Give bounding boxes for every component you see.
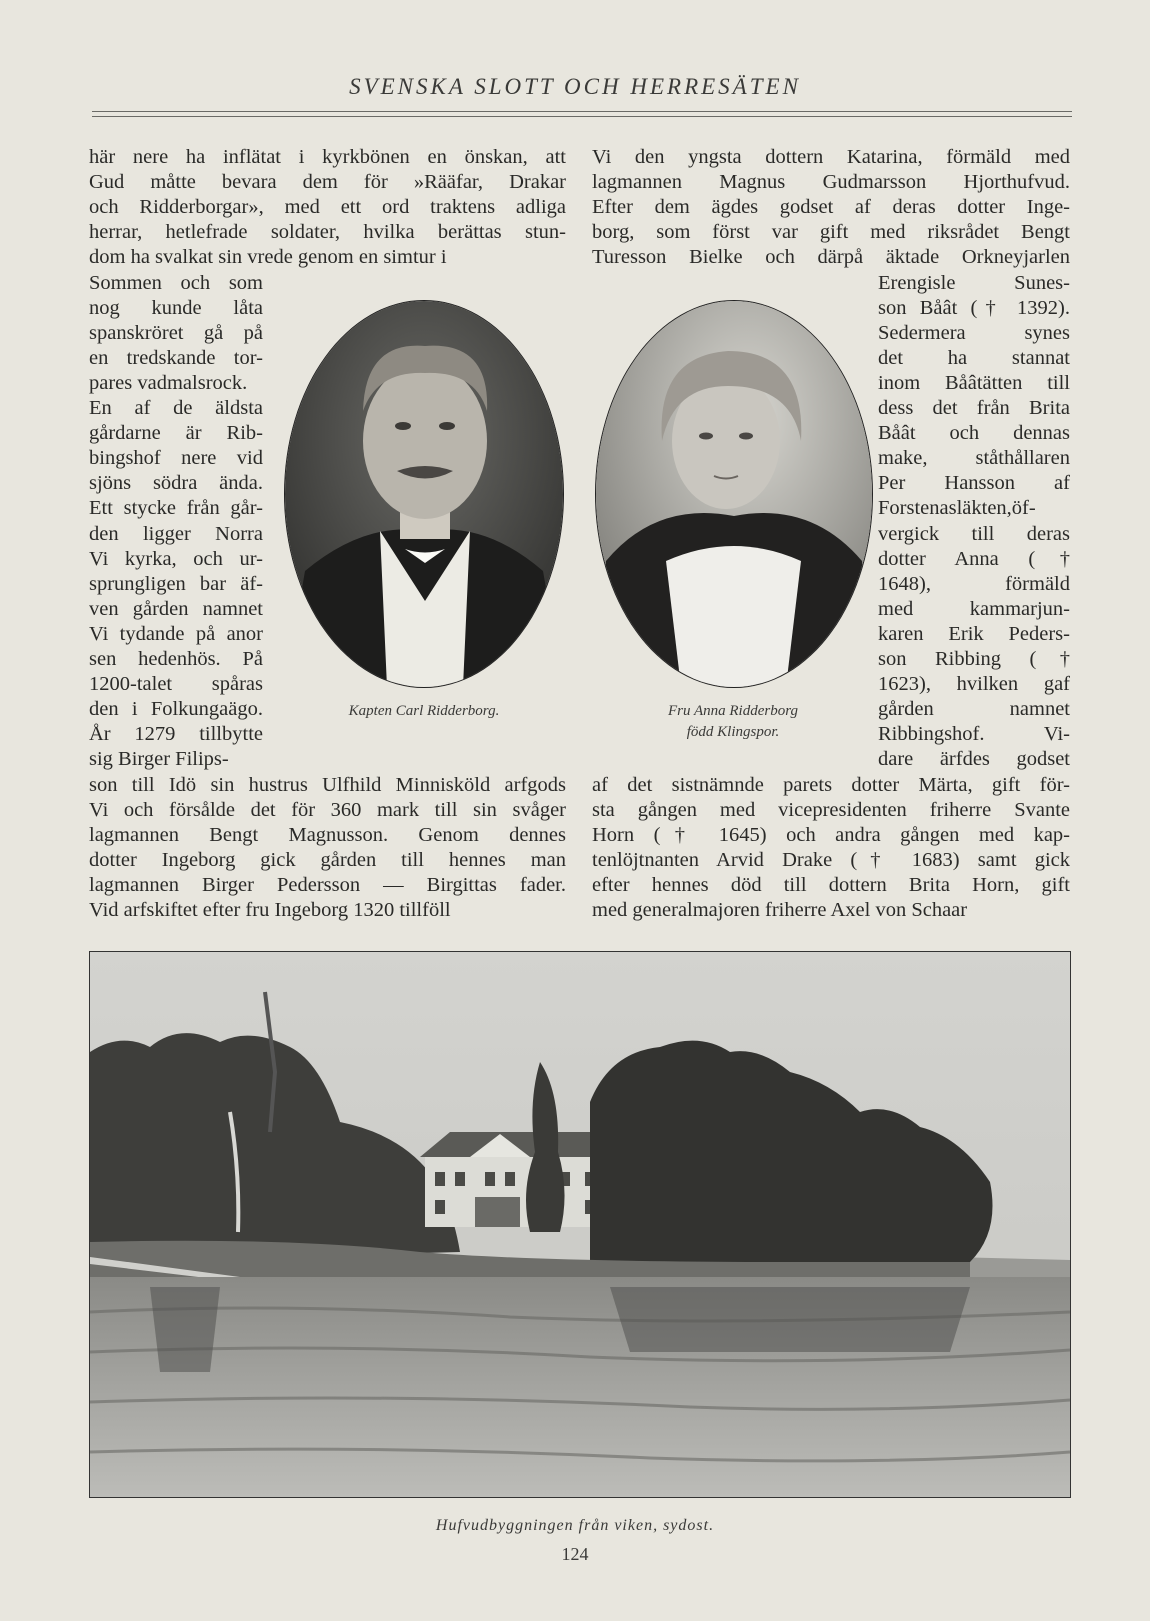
left-column-line: sig Birger Filips-	[89, 748, 229, 771]
left-column-line: Ett stycke från går-	[89, 497, 263, 520]
left-column-line: Vi tydande på anor	[89, 622, 263, 645]
right-column-line: son Ribbing (†	[878, 648, 1070, 670]
caption-portrait-left: Kapten Carl Ridderborg.	[348, 703, 500, 719]
right-column-line: Per Hansson af	[878, 472, 1070, 495]
left-column-line: nog kunde låta	[89, 296, 263, 319]
right-column-line: son Båât († 1392).	[878, 296, 1070, 319]
right-column-line: Forstenasläkten,öf-	[878, 497, 1036, 520]
left-column-line: herrar, hetlefrade soldater, hvilka berättas stun-	[89, 221, 566, 244]
left-column-line: en tredskande tor-	[89, 346, 263, 369]
right-column-line: lagmannen Magnus Gudmarsson Hjorthufvud.	[592, 171, 1070, 194]
left-column-line: Gud måtte bevara dem för »Rääfar, Drakar	[89, 171, 566, 194]
right-column-line: vergick till deras	[878, 522, 1070, 545]
left-column-line: En af de äldsta	[89, 397, 263, 419]
right-column-line: karen Erik Peders-	[878, 622, 1070, 645]
left-column-line: gårdarne är Rib-	[89, 422, 263, 445]
left-column-line: lagmannen Birger Pedersson — Birgittas fader.	[89, 873, 566, 896]
page-number: 124	[561, 1544, 589, 1564]
photo-main-building	[89, 951, 1071, 1498]
caption-main-photo: Hufvudbyggningen från viken, sydost.	[435, 1517, 715, 1534]
portrait-anna-ridderborg	[595, 300, 873, 688]
left-column-line: son till Idö sin hustrus Ulfhild Minnisköld arfgods	[89, 773, 566, 796]
right-column-line: det ha stannat	[878, 346, 1070, 369]
right-column-line: efter hennes död till dottern Brita Horn, gift	[592, 873, 1070, 896]
left-column-line: Sommen och som	[89, 271, 263, 294]
right-column-line: Turesson Bielke och därpå äktade Orkneyjarlen	[592, 246, 1070, 269]
left-column-line: bingshof nere vid	[89, 447, 263, 470]
right-column-line: sta gången med vicepresidenten friherre Svante	[592, 798, 1070, 821]
running-header: SVENSKA SLOTT OCH HERRESÄTEN	[349, 74, 801, 99]
left-column-line: dotter Ingeborg gick gården till hennes man	[89, 848, 566, 871]
portrait-carl-ridderborg	[284, 300, 564, 688]
right-column-line: 1648), förmäld	[878, 572, 1070, 595]
caption-portrait-right-born: född Klingspor.	[686, 724, 780, 740]
left-column-line: Vi och försålde det för 360 mark till sin svåger	[89, 798, 566, 821]
left-column-line: Vid arfskiftet efter fru Ingeborg 1320 tillföll	[89, 899, 451, 921]
right-column-line: make, ståthållaren	[878, 447, 1070, 470]
right-column-line: med generalmajoren friherre Axel von Schaar	[592, 899, 968, 921]
left-column-line: pares vadmalsrock.	[89, 371, 248, 394]
left-column-line: sjöns södra ända.	[89, 472, 263, 495]
right-column-line: Vi den yngsta dottern Katarina, förmäld med	[592, 146, 1070, 168]
right-column-line: af det sistnämnde parets dotter Märta, gift för-	[592, 773, 1070, 796]
left-column-line: Vi kyrka, och ur-	[89, 547, 263, 570]
left-column-line: År 1279 tillbytte	[89, 723, 263, 746]
right-column-line: 1623), hvilken gaf	[878, 673, 1070, 696]
right-column-line: gården namnet	[878, 698, 1070, 721]
left-column-line: sen hedenhös. På	[89, 648, 263, 670]
right-column-line: tenlöjtnanten Arvid Drake († 1683) samt gick	[592, 848, 1070, 871]
right-column-line: Erengisle Sunes-	[878, 271, 1070, 294]
left-column-line: dom ha svalkat sin vrede genom en simtur i	[89, 246, 447, 269]
right-column-line: Ribbingshof. Vi-	[878, 723, 1070, 746]
left-column-line: den i Folkungaägo.	[89, 698, 263, 721]
header-rule	[92, 111, 1072, 112]
left-column-line: här nere ha inflätat i kyrkbönen en önskan, att	[89, 146, 566, 168]
right-column-line: borg, som först var gift med riksrådet Bengt	[592, 221, 1070, 244]
caption-portrait-right-name: Fru Anna Ridderborg	[668, 703, 798, 719]
right-column-line: dare ärfdes godset	[878, 748, 1070, 771]
right-column-line: Sedermera synes	[878, 321, 1070, 344]
right-column-line: inom Båâtätten till	[878, 371, 1070, 394]
right-column-line: dotter Anna (†	[878, 547, 1070, 570]
right-column-line: Båât och dennas	[878, 422, 1070, 445]
left-column-line: sprungligen bar äf-	[89, 572, 263, 595]
left-column-line: och Ridderborgar», med ett ord traktens adliga	[89, 196, 566, 219]
right-column-line: Efter dem ägdes godset af deras dotter Inge-	[592, 196, 1070, 219]
right-column-line: med kammarjun-	[878, 597, 1070, 620]
left-column-line: ven gården namnet	[89, 597, 263, 620]
header-rule-thin	[92, 116, 1072, 117]
right-column-line: dess det från Brita	[878, 397, 1070, 419]
left-column-line: 1200-talet spåras	[89, 673, 263, 696]
left-column-line: spanskröret gå på	[89, 321, 263, 344]
left-column-line: den ligger Norra	[89, 522, 263, 545]
right-column-line: Horn († 1645) och andra gången med kap-	[592, 823, 1070, 846]
left-column-line: lagmannen Bengt Magnusson. Genom dennes	[89, 823, 566, 846]
